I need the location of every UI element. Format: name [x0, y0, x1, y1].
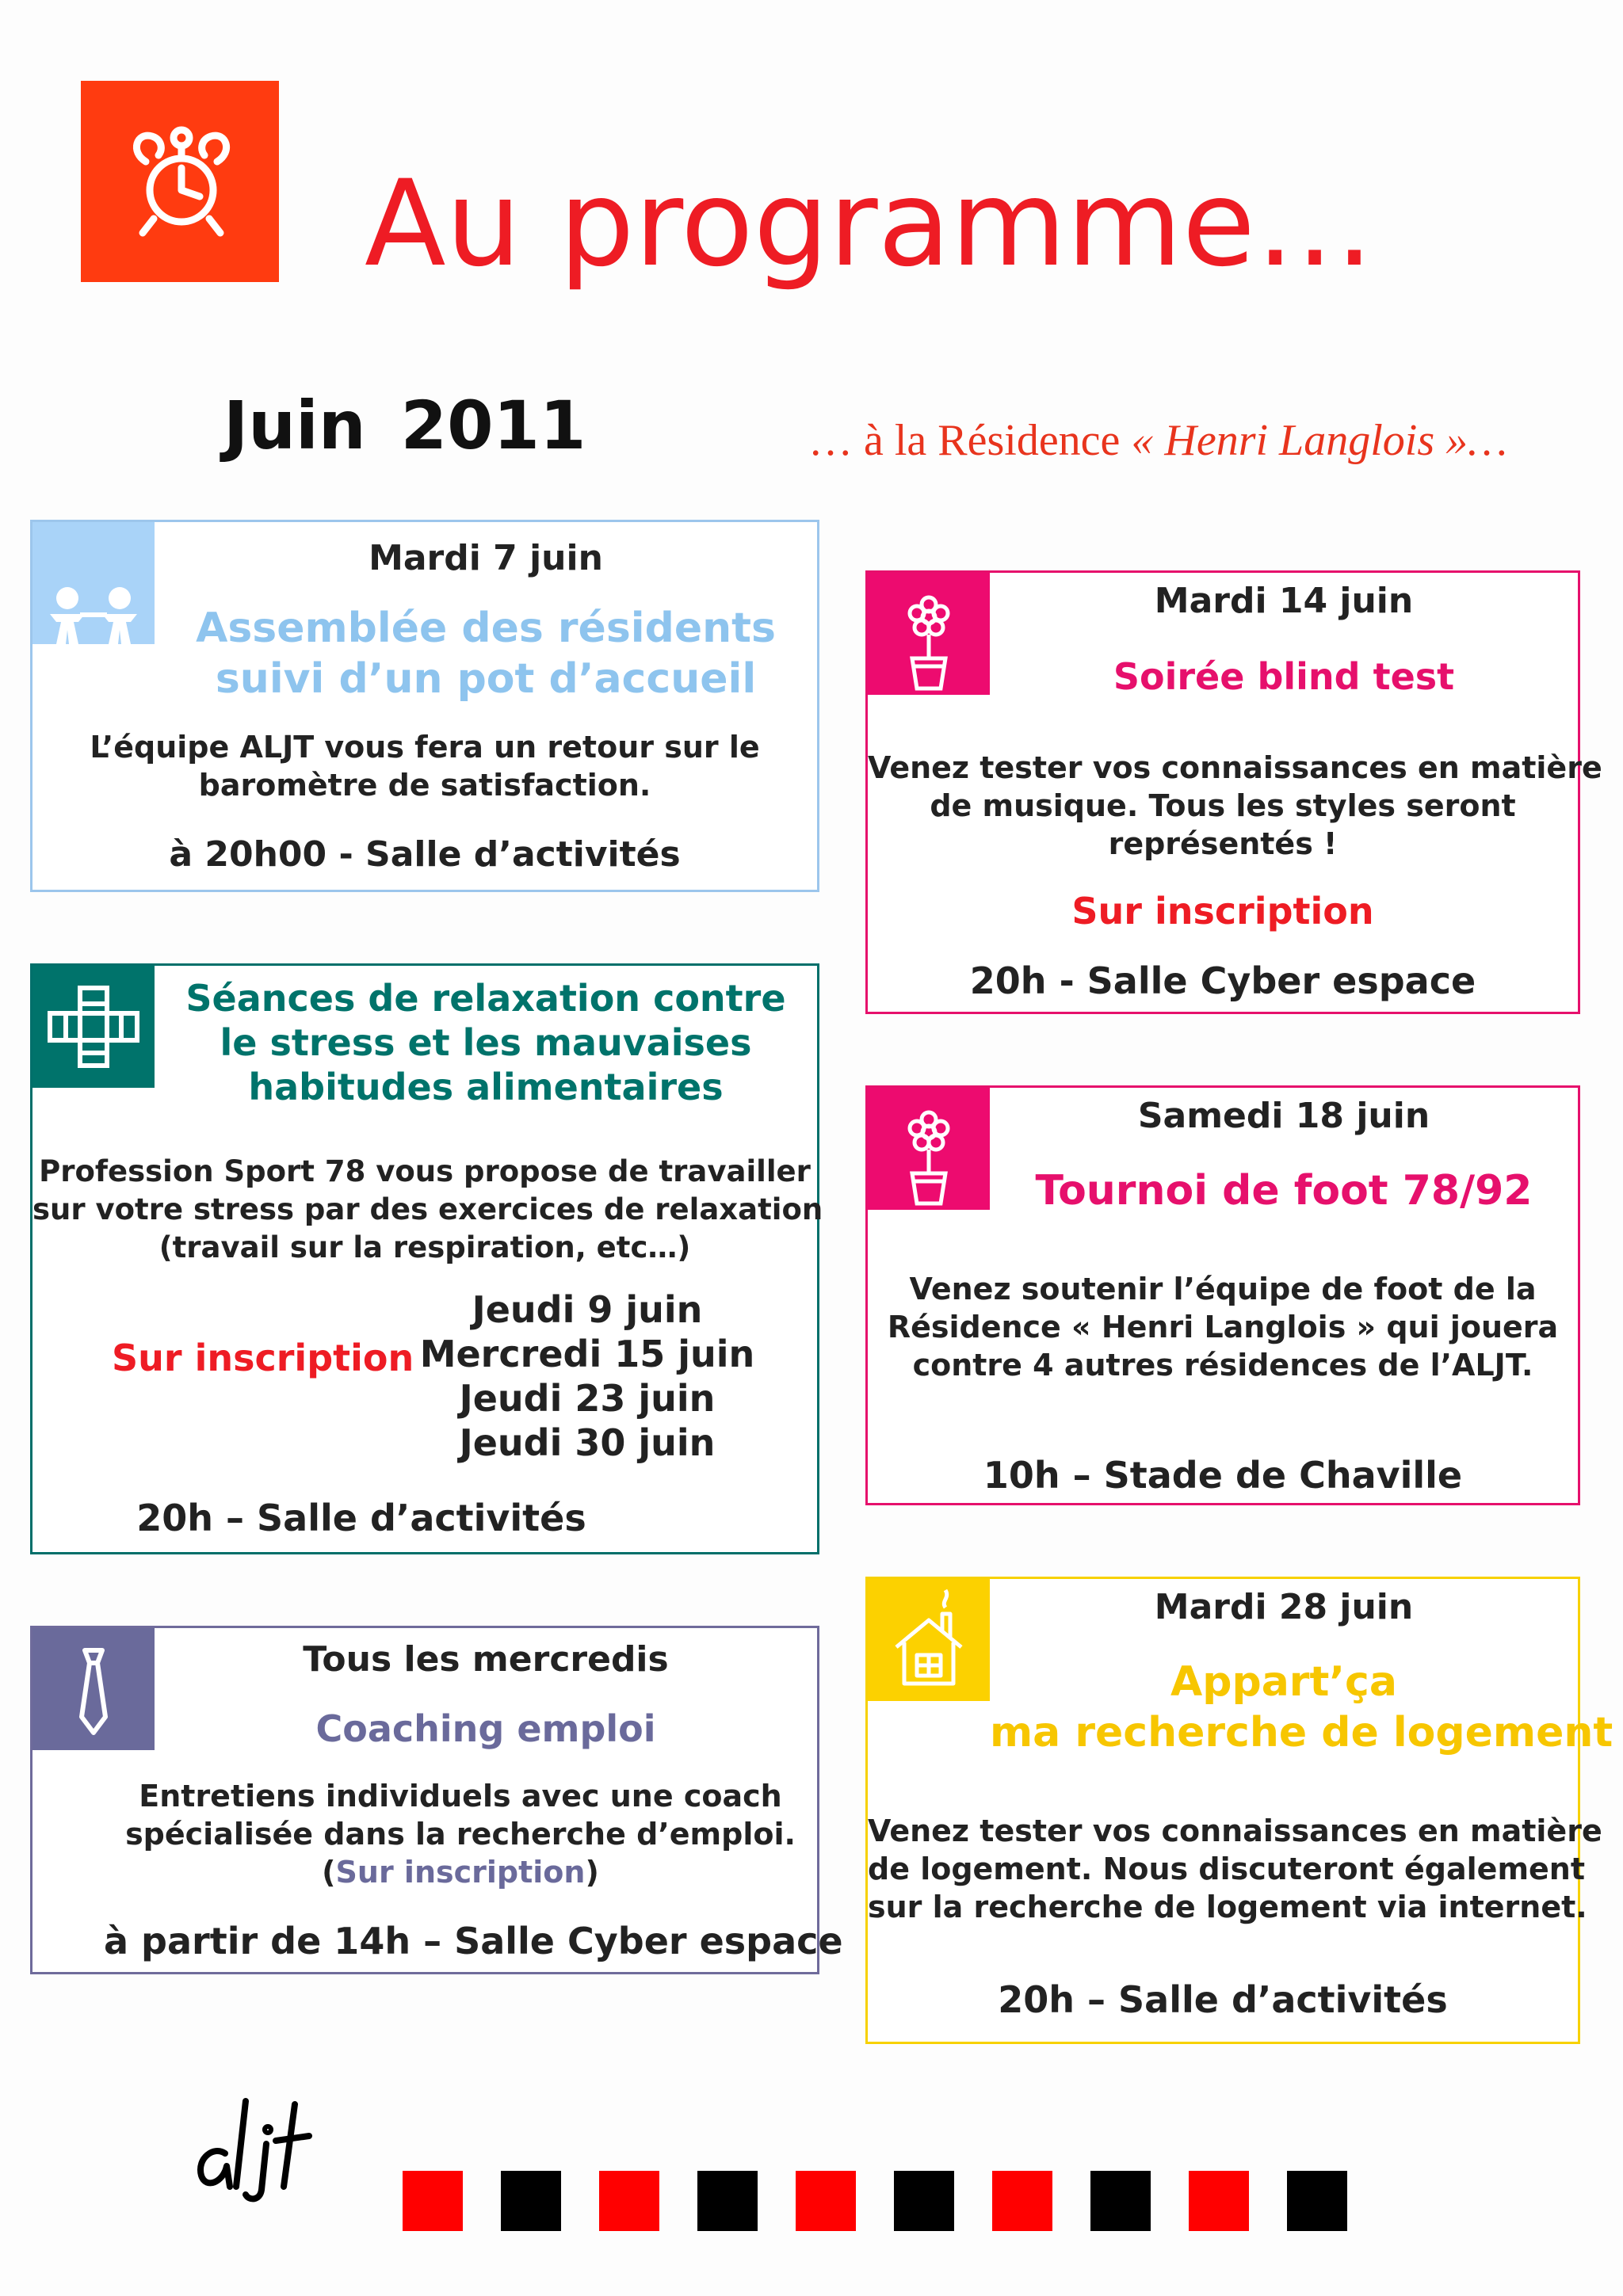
alarm-clock-icon: [122, 120, 241, 239]
event-description-line: sur votre stress par des exercices de relaxation: [32, 1192, 823, 1226]
event-description-line: représentés !: [1108, 826, 1338, 861]
leisure-icon-tile: [868, 573, 990, 695]
event-date: Mardi 28 juin: [1154, 1587, 1414, 1627]
aljt-alarm-clock-logo: [81, 81, 279, 282]
event-card-blind-test: [865, 570, 1602, 1014]
decorative-square: [403, 2171, 463, 2231]
event-description-line: spécialisée dans la recherche d’emploi.: [125, 1817, 796, 1852]
event-time-location: 10h – Stade de Chaville: [983, 1454, 1463, 1497]
event-card-coaching: [30, 1626, 843, 1974]
event-date: Mardi 7 juin: [369, 538, 603, 578]
event-title-line: ma recherche de logement: [990, 1709, 1613, 1756]
housing-icon-tile: [868, 1579, 990, 1701]
aljt-logo: [190, 2077, 333, 2204]
event-description-line: Entretiens individuels avec une coach: [139, 1779, 782, 1814]
registration-note: [104, 1855, 817, 1890]
decorative-square: [501, 2171, 561, 2231]
event-card-assemblee: [30, 520, 819, 892]
decorative-square: [992, 2171, 1052, 2231]
page-title: Au programme…: [365, 155, 1375, 293]
event-description-line: baromètre de satisfaction.: [198, 768, 651, 803]
registration-note: Sur inscription: [1071, 890, 1374, 933]
decorative-square: [1189, 2171, 1249, 2231]
event-description-line: Venez soutenir l’équipe de foot de la: [909, 1272, 1537, 1306]
event-card-logement: [865, 1577, 1613, 2044]
event-card-relaxation: [30, 963, 823, 1554]
event-time-location: 20h - Salle Cyber espace: [969, 959, 1476, 1002]
event-title: Soirée blind test: [1113, 655, 1455, 698]
event-title: Tournoi de foot 78/92: [1035, 1167, 1533, 1215]
decorative-square: [599, 2171, 659, 2231]
event-card-tournoi-foot: [865, 1085, 1580, 1505]
cross-grid-icon: [32, 966, 155, 1088]
coaching-icon-tile: [32, 1628, 155, 1750]
month-label: Juin: [223, 387, 366, 464]
event-date: Tous les mercredis: [303, 1639, 669, 1680]
event-time-location: à partir de 14h – Salle Cyber espace: [104, 1920, 843, 1962]
event-date: Samedi 18 juin: [1137, 1096, 1430, 1136]
paren: (: [322, 1855, 336, 1890]
year-label: 2011: [400, 387, 586, 464]
event-description-line: Profession Sport 78 vous propose de travailler: [39, 1154, 811, 1188]
decorative-square: [1287, 2171, 1347, 2231]
event-title-line: Assemblée des résidents: [196, 605, 776, 652]
residence-subtitle: [808, 415, 1507, 466]
residents-icon-tile: [32, 522, 155, 644]
event-description-line: de logement. Nous discuteront également: [868, 1852, 1586, 1886]
event-title: Coaching emploi: [315, 1707, 656, 1750]
residence-name: « Henri Langlois »…: [1131, 416, 1507, 465]
house-icon: [868, 1579, 990, 1701]
event-description-line: Venez tester vos connaissances en matière: [868, 1814, 1602, 1848]
event-title-line: suivi d’un pot d’accueil: [215, 655, 757, 703]
registration-label: Sur inscription: [335, 1855, 586, 1890]
flower-pot-icon: [868, 1088, 990, 1210]
necktie-icon: [32, 1628, 155, 1750]
decorative-square: [697, 2171, 758, 2231]
event-description-line: sur la recherche de logement via internet.: [868, 1890, 1587, 1924]
event-description-line: L’équipe ALJT vous fera un retour sur le: [90, 730, 760, 765]
session-date: Mercredi 15 juin: [419, 1333, 755, 1375]
event-description-line: (travail sur la respiration, etc…): [158, 1230, 691, 1264]
flower-pot-icon: [868, 573, 990, 695]
session-date: Jeudi 30 juin: [459, 1421, 716, 1464]
session-date: Jeudi 9 juin: [472, 1288, 703, 1331]
residence-prefix: … à la Résidence: [808, 416, 1132, 465]
event-title-line: le stress et les mauvaises: [220, 1021, 752, 1064]
event-description-line: contre 4 autres résidences de l’ALJT.: [912, 1348, 1533, 1383]
event-title-line: Appart’ça: [1170, 1658, 1397, 1706]
event-time-location: 20h – Salle d’activités: [136, 1497, 586, 1539]
people-icon: [32, 522, 155, 644]
event-time-location: à 20h00 - Salle d’activités: [169, 834, 681, 875]
event-title-line: Séances de relaxation contre: [185, 977, 786, 1020]
event-description-line: Résidence « Henri Langlois » qui jouera: [887, 1310, 1559, 1344]
session-date: Jeudi 23 juin: [459, 1377, 716, 1420]
registration-note: Sur inscription: [112, 1337, 414, 1379]
event-description-line: Venez tester vos connaissances en matière: [868, 750, 1602, 785]
event-date: Mardi 14 juin: [1154, 581, 1414, 621]
session-dates: [405, 1287, 769, 1465]
relaxation-icon-tile: [32, 966, 155, 1088]
decorative-square: [796, 2171, 856, 2231]
event-time-location: 20h – Salle d’activités: [998, 1978, 1448, 2021]
decorative-square: [894, 2171, 954, 2231]
event-title-line: habitudes alimentaires: [248, 1066, 724, 1108]
decorative-square: [1090, 2171, 1151, 2231]
event-description-line: de musique. Tous les styles seront: [930, 788, 1516, 823]
month-heading: [223, 387, 586, 464]
leisure-icon-tile: [868, 1088, 990, 1210]
paren: ): [585, 1855, 599, 1890]
